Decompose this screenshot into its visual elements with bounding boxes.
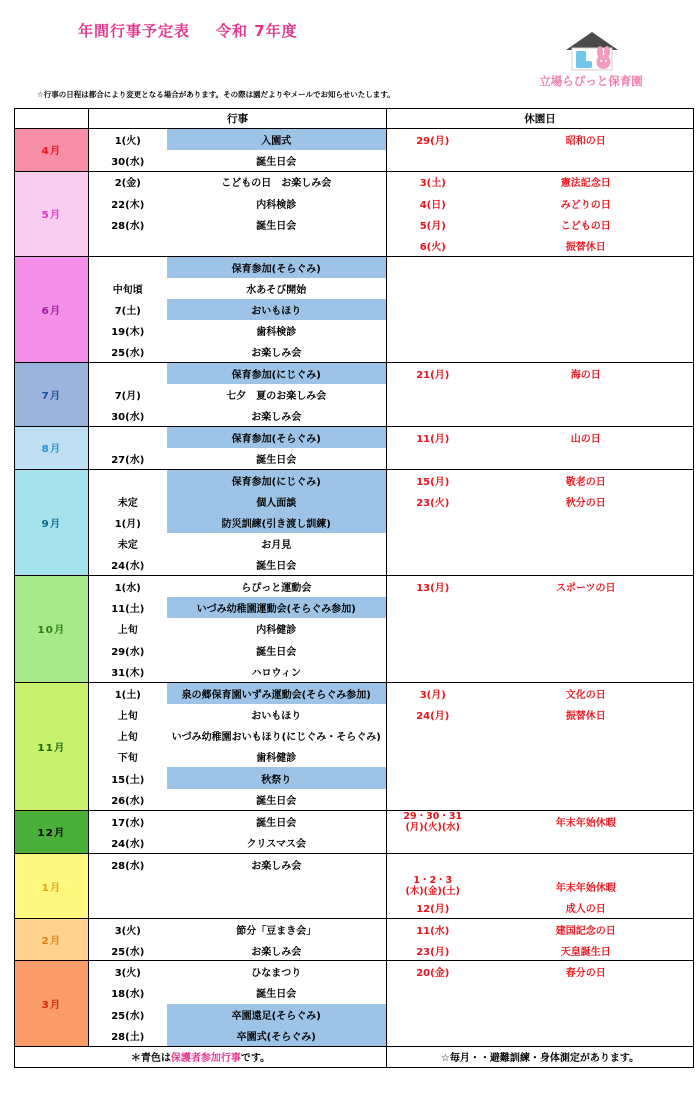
holiday-date xyxy=(387,789,479,810)
holiday-date xyxy=(387,150,479,171)
event-name: 保育参加(にじぐみ) xyxy=(167,469,387,490)
month-label: 4月 xyxy=(15,129,89,172)
holiday-name: 敬老の日 xyxy=(479,469,694,490)
event-name: 誕生日会 xyxy=(167,150,387,171)
table-row xyxy=(15,875,694,897)
holiday-name: こどもの日 xyxy=(479,214,694,235)
event-date: 24(水) xyxy=(89,554,167,575)
event-date: 1(水) xyxy=(114,583,141,595)
event-date: 25(水) xyxy=(111,1010,145,1022)
event-date: 28(水) xyxy=(111,220,145,232)
holiday-date xyxy=(387,1025,479,1046)
table-row xyxy=(15,897,694,918)
holiday-date xyxy=(387,982,479,1003)
table-row xyxy=(15,918,694,939)
event-date: 中旬頃 xyxy=(112,284,143,296)
table-row xyxy=(15,576,694,597)
holiday-name xyxy=(479,256,694,277)
event-name xyxy=(167,235,387,256)
table-row xyxy=(15,405,694,426)
month-label: 12月 xyxy=(15,810,89,854)
holiday-date: 29・30・31 (月)(火)(水) xyxy=(403,810,463,833)
holiday-name: 年末年始休暇 xyxy=(479,810,694,833)
table-row xyxy=(15,171,694,192)
event-name: 七夕 夏のお楽しみ会 xyxy=(167,384,387,405)
table-row xyxy=(15,533,694,554)
event-date: 30(水) xyxy=(89,405,167,426)
table-row xyxy=(15,854,694,875)
event-name: 卒園遠足(そらぐみ) xyxy=(167,1004,387,1025)
event-name: ひなまつり xyxy=(167,961,387,982)
header-month xyxy=(15,109,89,129)
table-row xyxy=(15,940,694,961)
holiday-date xyxy=(387,512,479,533)
holiday-date xyxy=(387,640,479,661)
event-date xyxy=(89,897,167,918)
holiday-name xyxy=(479,982,694,1003)
holiday-date xyxy=(387,725,479,746)
event-date: 上旬 xyxy=(117,731,138,743)
holiday-name xyxy=(479,854,694,875)
event-date: 26(水) xyxy=(89,789,167,810)
event-date: 1(土) xyxy=(114,689,141,701)
event-name xyxy=(167,897,387,918)
event-name: らぴっと運動会 xyxy=(167,576,387,597)
event-date: 7(土) xyxy=(114,306,141,318)
table-row xyxy=(15,682,694,703)
nursery-name: 立場らぴっと保育園 xyxy=(539,74,643,88)
holiday-date xyxy=(387,1004,479,1025)
table-row xyxy=(15,725,694,746)
table-row xyxy=(15,214,694,235)
holiday-date: 23(火) xyxy=(416,497,450,509)
table-row xyxy=(15,448,694,469)
holiday-date: 11(水) xyxy=(416,925,450,937)
holiday-name xyxy=(479,448,694,469)
event-name: 卒園式(そらぐみ) xyxy=(167,1025,387,1046)
holiday-name xyxy=(479,554,694,575)
holiday-name xyxy=(479,299,694,320)
holiday-date: 21(月) xyxy=(416,370,450,382)
holiday-name xyxy=(479,533,694,554)
table-row xyxy=(15,299,694,320)
event-date: 2(金) xyxy=(114,178,141,190)
event-date xyxy=(89,875,167,897)
event-name: ハロウィン xyxy=(167,661,387,682)
table-row xyxy=(15,320,694,341)
holiday-date xyxy=(387,533,479,554)
month-label: 10月 xyxy=(15,576,89,682)
holiday-name xyxy=(479,278,694,299)
event-name: お楽しみ会 xyxy=(167,854,387,875)
table-row xyxy=(15,278,694,299)
event-date xyxy=(89,235,167,256)
table-row xyxy=(15,1004,694,1025)
table-row xyxy=(15,661,694,682)
holiday-name xyxy=(479,597,694,618)
event-date: 31(木) xyxy=(89,661,167,682)
holiday-date: 13(月) xyxy=(416,583,450,595)
holiday-name: 振替休日 xyxy=(479,704,694,725)
event-date: 7(月) xyxy=(114,391,141,403)
event-date: 28(水) xyxy=(111,861,145,873)
holiday-date: 23(月) xyxy=(387,940,479,961)
event-date: 11(土) xyxy=(111,604,145,616)
table-row xyxy=(15,491,694,512)
table-row xyxy=(15,363,694,384)
holiday-name: 文化の日 xyxy=(479,682,694,703)
holiday-date: 29(月) xyxy=(416,135,450,147)
table-row xyxy=(15,597,694,618)
table-header-row xyxy=(15,109,694,129)
event-date: 未定 xyxy=(117,540,138,552)
table-row xyxy=(15,833,694,854)
schedule-body xyxy=(15,129,694,1047)
table-row xyxy=(15,256,694,277)
table-row xyxy=(15,192,694,213)
holiday-date xyxy=(387,854,479,875)
event-name: 誕生日会 xyxy=(167,982,387,1003)
holiday-name xyxy=(479,384,694,405)
event-name: 誕生日会 xyxy=(167,448,387,469)
event-name: 秋祭り xyxy=(167,767,387,788)
holiday-name: 山の日 xyxy=(479,427,694,448)
event-name: 保育参加(そらぐみ) xyxy=(167,427,387,448)
event-date: 3(火) xyxy=(114,925,141,937)
table-row xyxy=(15,810,694,833)
holiday-date xyxy=(387,746,479,767)
table-row xyxy=(15,789,694,810)
holiday-name xyxy=(479,725,694,746)
holiday-name xyxy=(479,1004,694,1025)
event-name: 歯科健診 xyxy=(167,746,387,767)
holiday-date xyxy=(387,448,479,469)
title-text: 年間行事予定表 xyxy=(78,22,191,40)
event-date: 24(水) xyxy=(89,833,167,854)
event-name: お楽しみ会 xyxy=(167,940,387,961)
event-date xyxy=(89,469,167,490)
month-label: 8月 xyxy=(15,427,89,470)
event-name: 泉の郷保育園いずみ運動会(そらぐみ参加) xyxy=(167,682,387,703)
event-date: 27(水) xyxy=(89,448,167,469)
event-name: 節分「豆まき会」 xyxy=(167,918,387,939)
table-row xyxy=(15,618,694,639)
holiday-name: 成人の日 xyxy=(479,897,694,918)
holiday-date: 11(月) xyxy=(416,434,450,446)
month-label: 1月 xyxy=(15,854,89,919)
holiday-date xyxy=(387,833,479,854)
event-date xyxy=(89,427,167,448)
month-label: 11月 xyxy=(15,682,89,810)
table-row xyxy=(15,129,694,150)
fiscal-year: 令和 7年度 xyxy=(216,22,298,40)
table-row xyxy=(15,982,694,1003)
annual-schedule-table xyxy=(14,108,694,1068)
table-row xyxy=(15,961,694,982)
event-date: 28(土) xyxy=(89,1025,167,1046)
holiday-name: 年末年始休暇 xyxy=(479,875,694,897)
event-name: 誕生日会 xyxy=(167,214,387,235)
holiday-date: 1・2・3 (木)(金)(土) xyxy=(405,875,461,898)
event-date: 17(水) xyxy=(111,818,145,829)
event-name: お楽しみ会 xyxy=(167,405,387,426)
holiday-date xyxy=(387,618,479,639)
event-date: 15(土) xyxy=(111,774,145,786)
month-label: 6月 xyxy=(15,256,89,362)
event-date: 上旬 xyxy=(117,625,138,637)
month-label: 7月 xyxy=(15,363,89,427)
holiday-date xyxy=(387,554,479,575)
month-label: 3月 xyxy=(15,961,89,1046)
holiday-date: 5(月) xyxy=(419,220,446,232)
holiday-name xyxy=(479,661,694,682)
event-name: 個人面談 xyxy=(167,491,387,512)
event-name: おいもほり xyxy=(167,299,387,320)
header-events: 行事 xyxy=(89,109,387,129)
holiday-date xyxy=(387,597,479,618)
nursery-logo xyxy=(532,30,650,92)
event-date: 30(水) xyxy=(89,150,167,171)
event-name: 誕生日会 xyxy=(167,789,387,810)
holiday-name xyxy=(479,789,694,810)
header-holidays: 休園日 xyxy=(387,109,694,129)
holiday-name xyxy=(479,512,694,533)
table-row xyxy=(15,150,694,171)
event-name: 誕生日会 xyxy=(167,810,387,833)
table-row xyxy=(15,512,694,533)
event-name: 内科健診 xyxy=(167,618,387,639)
holiday-date xyxy=(387,341,479,362)
event-name: 入園式 xyxy=(167,129,387,150)
event-name: クリスマス会 xyxy=(167,833,387,854)
event-date: 29(水) xyxy=(111,646,145,658)
holiday-name: みどりの日 xyxy=(479,192,694,213)
event-name: こどもの日 お楽しみ会 xyxy=(167,171,387,192)
event-date: 未定 xyxy=(117,497,138,509)
event-date: 18(水) xyxy=(111,989,145,1001)
footer-row xyxy=(15,1046,694,1067)
holiday-name xyxy=(479,833,694,854)
event-name: 水あそび開始 xyxy=(167,278,387,299)
table-row xyxy=(15,341,694,362)
holiday-date: 20(金) xyxy=(416,968,450,980)
holiday-date: 4(日) xyxy=(419,199,446,211)
holiday-date: 12(月) xyxy=(387,897,479,918)
holiday-date xyxy=(387,256,479,277)
month-label: 2月 xyxy=(15,918,89,961)
holiday-name xyxy=(479,320,694,341)
holiday-name: 振替休日 xyxy=(479,235,694,256)
event-date: 1(月) xyxy=(114,518,141,530)
holiday-date xyxy=(387,320,479,341)
event-name: 保育参加(にじぐみ) xyxy=(167,363,387,384)
event-name: 内科検診 xyxy=(167,192,387,213)
event-date xyxy=(89,363,167,384)
event-name: 保育参加(そらぐみ) xyxy=(167,256,387,277)
holiday-name: スポーツの日 xyxy=(479,576,694,597)
holiday-date: 3(月) xyxy=(419,689,446,701)
house-logo-icon xyxy=(562,30,622,72)
event-name: 歯科検診 xyxy=(167,320,387,341)
event-date: 19(木) xyxy=(111,327,145,339)
holiday-name xyxy=(479,341,694,362)
event-name: 誕生日会 xyxy=(167,640,387,661)
holiday-date xyxy=(387,405,479,426)
holiday-name xyxy=(479,150,694,171)
event-name: お楽しみ会 xyxy=(167,341,387,362)
holiday-date: 3(土) xyxy=(419,178,446,190)
holiday-name xyxy=(479,767,694,788)
holiday-name: 昭和の日 xyxy=(479,129,694,150)
holiday-date xyxy=(387,384,479,405)
holiday-name: 建国記念の日 xyxy=(479,918,694,939)
holiday-name xyxy=(479,640,694,661)
event-date: 3(火) xyxy=(114,968,141,980)
holiday-date xyxy=(387,299,479,320)
table-row xyxy=(15,704,694,725)
holiday-date xyxy=(387,278,479,299)
event-date: 上旬 xyxy=(117,710,138,722)
footer-right-note: ☆毎月・・避難訓練・身体測定があります。 xyxy=(387,1046,694,1067)
holiday-name: 春分の日 xyxy=(479,961,694,982)
event-date: 25(水) xyxy=(89,341,167,362)
holiday-name xyxy=(479,746,694,767)
event-date xyxy=(89,256,167,277)
event-date: 22(木) xyxy=(111,199,145,211)
holiday-date xyxy=(387,767,479,788)
schedule-notice: ☆行事の日程は都合により変更となる場合があります。その際は園だよりやメールでお知らせいたします。 xyxy=(37,90,395,99)
event-name xyxy=(167,875,387,897)
holiday-date: 15(月) xyxy=(416,476,450,488)
table-row xyxy=(15,384,694,405)
table-row xyxy=(15,1025,694,1046)
event-name: 誕生日会 xyxy=(167,554,387,575)
holiday-name xyxy=(479,618,694,639)
month-label: 5月 xyxy=(15,171,89,256)
table-row xyxy=(15,640,694,661)
holiday-name: 憲法記念日 xyxy=(479,171,694,192)
holiday-date: 6(火) xyxy=(387,235,479,256)
holiday-name: 秋分の日 xyxy=(479,491,694,512)
month-label: 9月 xyxy=(15,469,89,575)
table-row xyxy=(15,469,694,490)
event-name: 防災訓練(引き渡し訓練) xyxy=(167,512,387,533)
holiday-name: 天皇誕生日 xyxy=(479,940,694,961)
holiday-name xyxy=(479,405,694,426)
table-row xyxy=(15,427,694,448)
event-date: 下旬 xyxy=(117,753,138,765)
table-row xyxy=(15,235,694,256)
event-name: いづみ幼稚園運動会(そらぐみ参加) xyxy=(167,597,387,618)
table-row xyxy=(15,746,694,767)
holiday-date: 24(月) xyxy=(416,710,450,722)
table-row xyxy=(15,554,694,575)
event-name: お月見 xyxy=(167,533,387,554)
page-title xyxy=(78,20,298,41)
holiday-name xyxy=(479,1025,694,1046)
event-name: いづみ幼稚園おいもほり(にじぐみ・そらぐみ) xyxy=(167,725,387,746)
table-row xyxy=(15,767,694,788)
event-name: おいもほり xyxy=(167,704,387,725)
event-date: 25(水) xyxy=(89,940,167,961)
footer-left-note: ＊青色は保護者参加行事です。 xyxy=(15,1046,387,1067)
holiday-date xyxy=(387,661,479,682)
event-date: 1(火) xyxy=(114,135,141,147)
holiday-name: 海の日 xyxy=(479,363,694,384)
